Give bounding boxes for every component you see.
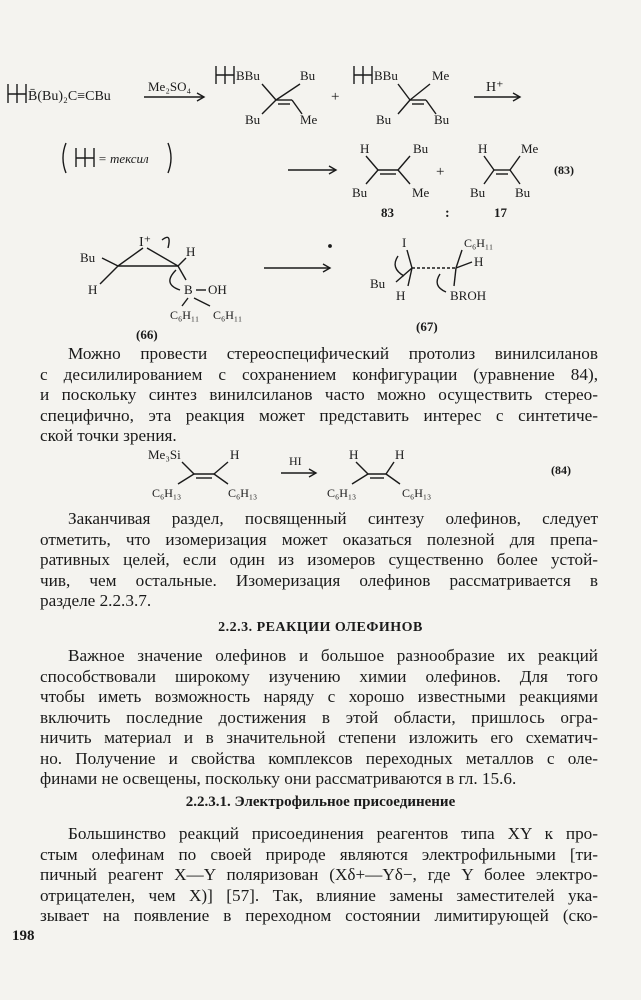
text-line: отметить, что изомеризация может оказаться полезной для препа- [40, 529, 598, 549]
text-line: пичный реагент X—Y поляризован (Xδ+—Yδ−, где Y более электро- [40, 865, 598, 884]
scheme1-reagent: Me₂SO₄ [148, 79, 192, 94]
subsection-heading: 2.2.3.1. Электрофильное присоединение [185, 794, 456, 810]
p17-bu: Bu [470, 185, 486, 200]
text-line: но. Получение и свойства комплексов переходных металлов с оле- [40, 748, 598, 768]
p83-h: H [360, 141, 370, 156]
curved-arrow-icon [395, 256, 404, 276]
text-line: ской точки зрения. [40, 426, 177, 445]
product1-substituent: Bu [245, 112, 261, 127]
text-line: специфично, эта реакция может представить интерес с синтетиче- [40, 405, 598, 425]
product1-boron: BBu [236, 68, 260, 83]
c66-bu: Bu [80, 250, 96, 265]
paragraph-protolysis [40, 344, 598, 447]
text-line: стым олефинам по своей природе являются электрофильными [ти- [40, 844, 598, 864]
text-line: Большинство реакций присоединения реагентов типа XY к про- [68, 824, 598, 843]
text-line: с десилилированием с сохранением конфигурации (уравнение 84), [40, 364, 598, 384]
equation-number: (84) [551, 463, 571, 477]
p83-me: Me [412, 185, 430, 200]
compound-label: (66) [136, 327, 158, 342]
product1-substituent: Bu [300, 68, 316, 83]
e84-hexyl: C₆H₁₃ [402, 486, 432, 500]
paragraph-olefin-reactions [40, 646, 598, 790]
text-line: Заканчивая раздел, посвященный синтезу олефинов, следует [68, 509, 598, 528]
c66-oh: OH [208, 282, 227, 297]
text-line: Можно провести стереоспецифический протолиз винилсиланов [68, 344, 598, 363]
texyl-skeleton-icon [354, 66, 372, 84]
e84-h: H [230, 447, 240, 462]
text-line: Важное значение олефинов и большое разнообразие их реакций [68, 646, 598, 665]
paragraph-isomerization [40, 509, 598, 612]
product2-substituent: Bu [376, 112, 392, 127]
c66-cyclohexyl: C₆H₁₁ [213, 308, 243, 322]
c67-h: H [396, 288, 406, 303]
c66-cyclohexyl: C₆H₁₁ [170, 308, 200, 322]
text-line: ративных целей, если один из изомеров существенно более устой- [40, 550, 598, 569]
paren-left-icon [63, 143, 66, 173]
texyl-skeleton-icon [8, 84, 26, 103]
scheme1-reactant: B̄(Bu)₂C≡CBu [28, 89, 111, 104]
product2-boron: BBu [374, 68, 398, 83]
equation-number: (83) [554, 163, 574, 177]
p83-bu: Bu [413, 141, 429, 156]
paragraph-electrophilic-addition [40, 824, 598, 927]
section-heading: 2.2.3. РЕАКЦИИ ОЛЕФИНОВ [218, 620, 423, 635]
text-line: чив, чем остальные. Изомеризация олефинов рассматривается в [40, 570, 598, 590]
iodonium: I⁺ [139, 235, 152, 250]
text-line: включить последние достижения в этой области, пришлось огра- [40, 707, 598, 727]
plus-sign: + [331, 89, 340, 105]
c67-broh: BROH [450, 288, 487, 303]
text-line: отрицателен, чем X)] [57]. Так, влияние замены заместителей ука- [40, 885, 598, 905]
c67-bu: Bu [370, 276, 386, 291]
curved-arrow-icon [437, 274, 446, 292]
curved-arrow-icon [162, 237, 169, 248]
product2-substituent: Bu [434, 112, 450, 127]
c66-h: H [88, 282, 98, 297]
page-number: 198 [12, 928, 35, 944]
e84-reagent: HI [289, 454, 302, 468]
p17-me: Me [521, 141, 539, 156]
texyl-skeleton-icon [76, 148, 94, 167]
text-line: ничить материал и в значительной степени изложить его схематич- [40, 728, 598, 747]
e84-hexyl: C₆H₁₃ [152, 486, 182, 500]
e84-hexyl: C₆H₁₃ [228, 486, 258, 500]
e84-h: H [349, 447, 359, 462]
compound-label: 17 [494, 205, 507, 220]
compound-label: 83 [381, 205, 394, 220]
c66-h: H [186, 244, 196, 259]
p83-bu: Bu [352, 185, 368, 200]
text-line: чтобы иметь возможность наряду с хорошо известными реакциями [40, 687, 598, 706]
speck [329, 245, 331, 247]
e84-h: H [395, 447, 405, 462]
compound-label: (67) [416, 319, 438, 334]
texyl-skeleton-icon [216, 66, 234, 84]
ratio-colon: : [445, 206, 450, 221]
c67-cyclohexyl: C₆H₁₁ [464, 236, 494, 250]
text-line: и поскольку синтез винилсиланов часто можно осуществить стерео- [40, 385, 598, 404]
plus-sign: + [436, 164, 445, 180]
paren-right-icon [168, 143, 171, 173]
e84-hexyl: C₆H₁₃ [327, 486, 357, 500]
c67-h: H [474, 254, 484, 269]
text-line: финами не освещены, поскольку они рассматриваются в гл. 15.6. [40, 769, 517, 788]
product2-substituent: Me [432, 68, 450, 83]
p17-h: H [478, 141, 488, 156]
c66-boron: B [184, 282, 193, 297]
c67-iodine: I [402, 235, 407, 250]
acid-reagent: H⁺ [486, 80, 504, 95]
curved-arrow-icon [170, 270, 180, 290]
texyl-note: = тексил [98, 151, 149, 166]
e84-trimethylsilyl: Me₃Si [148, 447, 181, 462]
p17-bu: Bu [515, 185, 531, 200]
text-line: разделе 2.2.3.7. [40, 591, 152, 610]
text-line: зывает на появление в переходном состоянии лимитирующей (ско- [40, 906, 598, 925]
product1-substituent: Me [300, 112, 318, 127]
text-line: способствовали широкому изучению химии олефинов. Для того [40, 666, 598, 686]
